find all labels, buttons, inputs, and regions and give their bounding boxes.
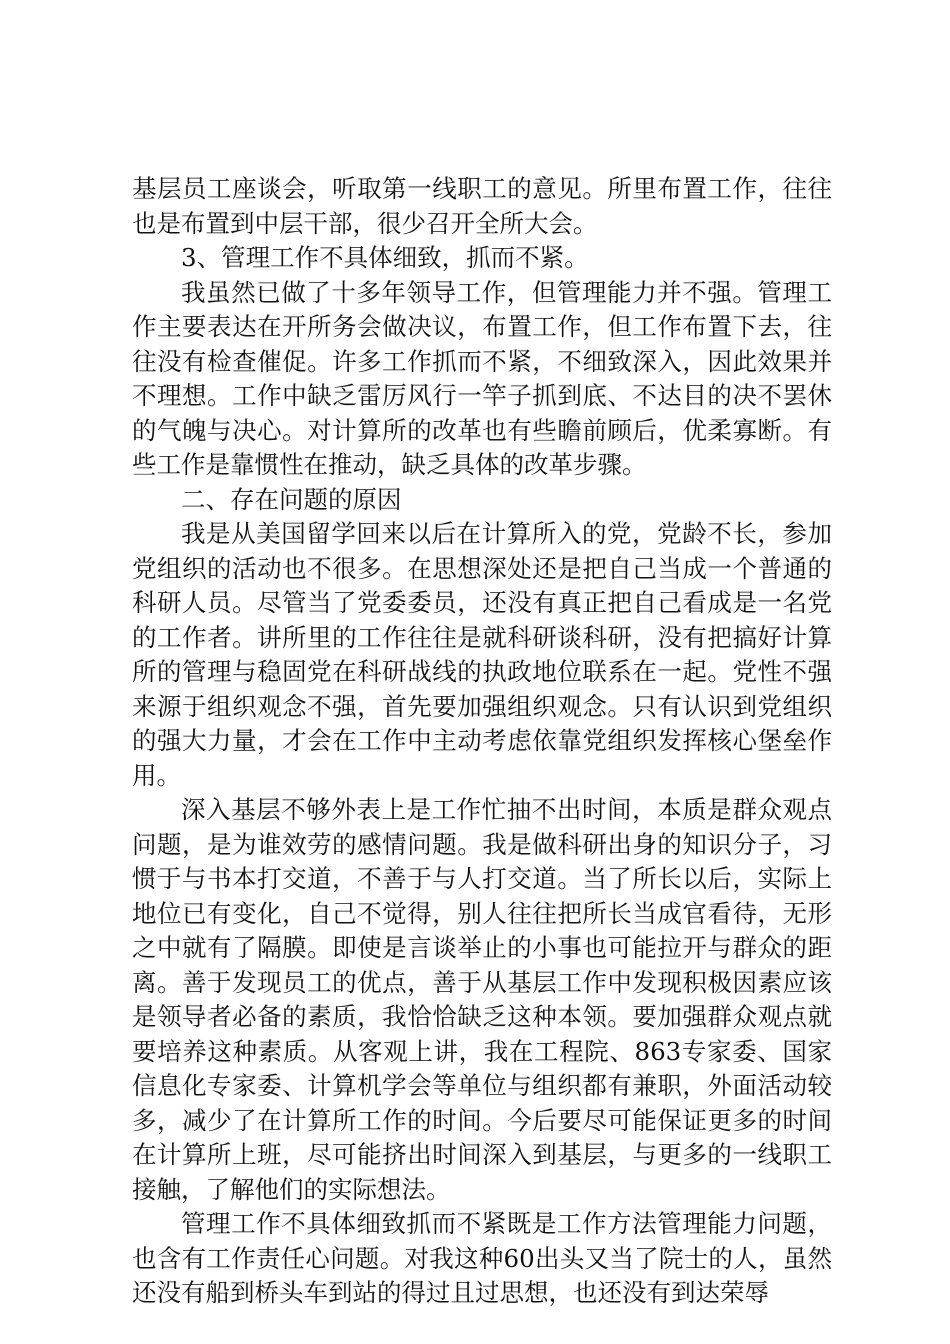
section-heading-3: 3、管理工作不具体细致，抓而不紧。 — [181, 243, 589, 272]
paragraph-continuation: 基层员工座谈会，听取第一线职工的意见。所里布置工作，往往也是布置到中层干部，很少召开全所大会。 — [132, 174, 832, 238]
section-heading-2: 二、存在问题的原因 — [181, 484, 402, 514]
paragraph: 我虽然已做了十多年领导工作，但管理能力并不强。管理工作主要表达在开所务会做决议，布置工作，但工作布置下去，往往没有检查催促。许多工作抓而不紧，不细致深入，因此效果并不理想。工作中缺乏雷厉风行一竿子抓到底、不达目的决不罢休的气魄与决心。对计算所的改革也有些瞻前顾后，优柔寡断。有些工作是靠惯性在推动，缺乏具体的改革步骤。 — [132, 277, 832, 479]
paragraph: 管理工作不具体细致抓而不紧既是工作方法管理能力问题，也含有工作责任心问题。对我这种60出头又当了院士的人，虽然还没有船到桥头车到站的得过且过思想，也还没有到达荣辱 — [132, 1209, 832, 1307]
document-body — [132, 172, 832, 1311]
paragraph: 我是从美国留学回来以后在计算所入的党，党龄不长，参加党组织的活动也不很多。在思想深处还是把自己当成一个普通的科研人员。尽管当了党委委员，还没有真正把自己看成是一名党的工作者。讲所里的工作往往是就科研谈科研，没有把搞好计算所的管理与稳固党在科研战线的执政地位联系在一起。党性不强来源于组织观念不强，首先要加强组织观念。只有认识到党组织的强大力量，才会在工作中主动考虑依靠党组织发挥核心堡垒作用。 — [132, 519, 832, 790]
paragraph: 深入基层不够外表上是工作忙抽不出时间，本质是群众观点问题，是为谁效劳的感情问题。我是做科研出身的知识分子，习惯于与书本打交道，不善于与人打交道。当了所长以后，实际上地位已有变化，自己不觉得，别人往往把所长当成官看待，无形之中就有了隔膜。即使是言谈举止的小事也可能拉开与群众的距离。善于发现员工的优点，善于从基层工作中发现积极因素应该是领导者必备的素质，我恰恰缺乏这种本领。要加强群众观点就要培养这种素质。从客观上讲，我在工程院、863专家委、国家信息化专家委、计算机学会等单位与组织都有兼职，外面活动较多，减少了在计算所工作的时间。今后要尽可能保证更多的时间在计算所上班，尽可能挤出时间深入到基层，与更多的一线职工接触，了解他们的实际想法。 — [132, 795, 832, 1204]
